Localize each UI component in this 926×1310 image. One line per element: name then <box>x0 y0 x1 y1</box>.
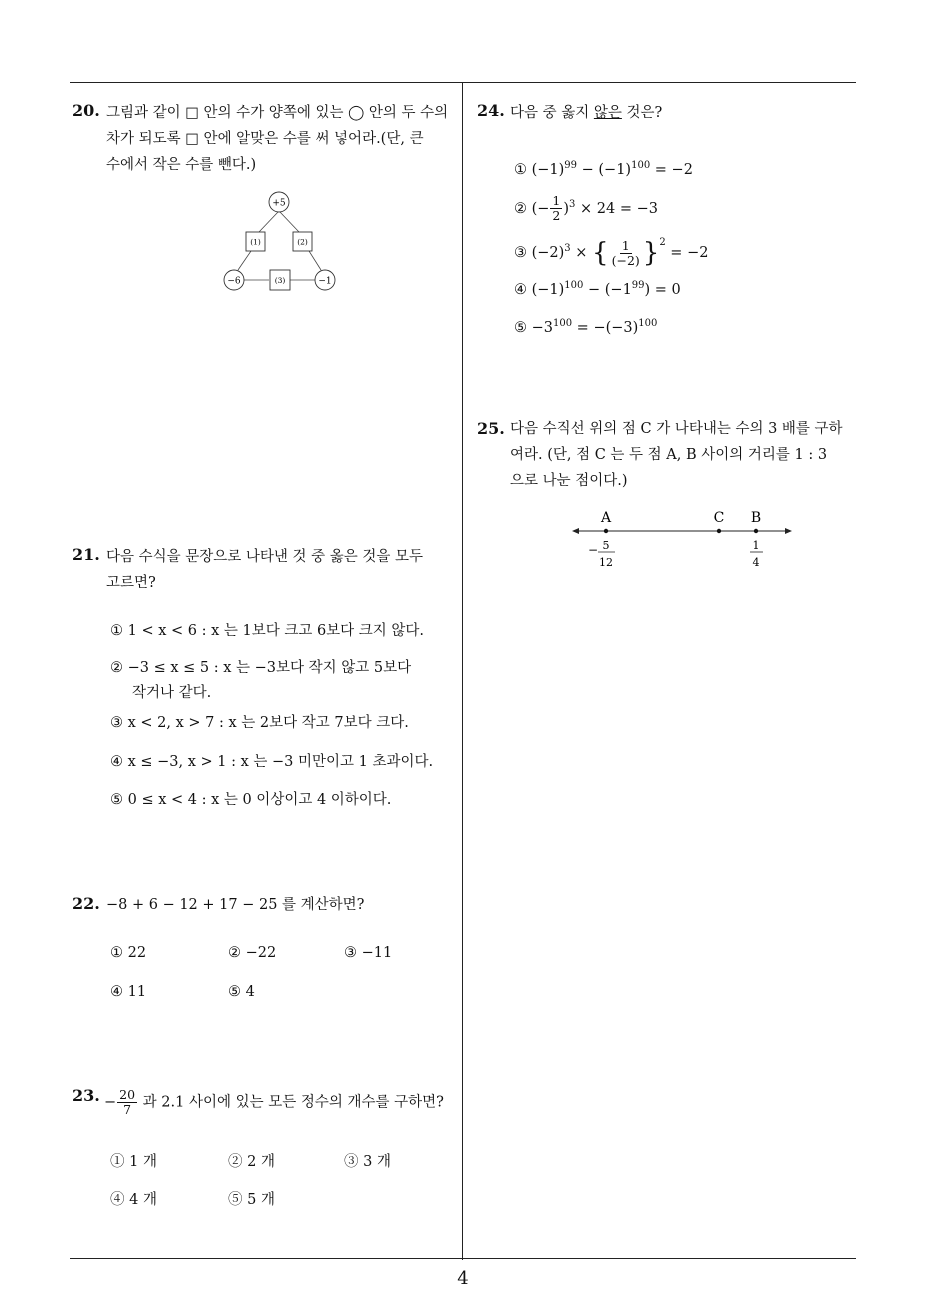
question-text-rest: 과 2.1 사이에 있는 모든 정수의 개수를 구하면? <box>142 1094 444 1111</box>
option-5[interactable]: ⑤ 5 개 <box>228 1192 275 1208</box>
opt-part: ④ (−1) <box>514 281 565 298</box>
question-text-line: 다음 수식을 문장으로 나타낸 것 중 옳은 것을 모두 <box>106 549 424 565</box>
a-numerator: 5 <box>602 539 610 552</box>
exponent: 100 <box>631 160 651 171</box>
number-line <box>566 504 798 576</box>
question-number: 21. <box>72 545 100 564</box>
bottom-rule <box>70 1258 856 1259</box>
opt-part: ③ (−2) <box>514 245 565 261</box>
right-circle-label: −1 <box>318 276 332 287</box>
column-divider <box>462 82 463 1260</box>
question-text-line: 고르면? <box>106 575 156 591</box>
question-text-line: 수에서 작은 수를 뺀다.) <box>106 157 257 173</box>
opt-part: = −2 <box>665 245 709 261</box>
option-3[interactable]: ③ x < 2, x > 7 : x 는 2보다 작고 7보다 크다. <box>110 715 409 731</box>
opt-part: ) = 0 <box>644 281 681 298</box>
option-3[interactable]: ③ 3 개 <box>344 1154 391 1170</box>
exponent: 2 <box>659 237 666 248</box>
fraction-denominator: (−2) <box>611 252 640 268</box>
fraction-denominator: 7 <box>123 1102 132 1117</box>
b-denominator: 4 <box>752 556 760 569</box>
underlined-word: 않은 <box>593 105 622 121</box>
question-text-line: 차가 되도록 □ 안에 알맞은 수를 써 넣어라.(단, 큰 <box>106 131 424 147</box>
a-denominator: 12 <box>599 556 613 569</box>
option-2-continued: 작거나 같다. <box>132 685 212 701</box>
question-number: 25. <box>477 419 505 438</box>
fraction-numerator: 1 <box>621 237 630 253</box>
option-5[interactable] <box>514 313 657 339</box>
exponent: 100 <box>638 318 658 329</box>
top-rule <box>70 82 856 83</box>
label-a: A <box>600 510 612 526</box>
minus-sign: − <box>104 1094 117 1111</box>
left-circle-label: −6 <box>227 276 241 287</box>
fraction-numerator: 20 <box>119 1087 136 1102</box>
opt-part: ⑤ −3 <box>514 319 553 336</box>
option-1[interactable]: ① 1 < x < 6 : x 는 1보다 크고 6보다 크지 않다. <box>110 623 425 639</box>
question-number: 22. <box>72 894 100 913</box>
opt-part: × <box>570 245 593 261</box>
question-text-line: 그림과 같이 □ 안의 수가 양쪽에 있는 ◯ 안의 두 수의 <box>106 105 449 121</box>
fraction <box>550 194 562 223</box>
page-number: 4 <box>457 1268 469 1289</box>
point-c <box>717 529 721 533</box>
option-3[interactable]: ③ −11 <box>344 945 393 961</box>
a-minus-sign: − <box>587 543 599 557</box>
opt-part: ) <box>563 200 570 217</box>
question-text-post: 것은? <box>621 105 663 121</box>
opt-part: − (−1) <box>577 161 632 178</box>
left-brace: { <box>592 238 609 268</box>
option-4[interactable] <box>514 275 681 301</box>
option-5[interactable]: ⑤ 0 ≤ x < 4 : x 는 0 이상이고 4 이하이다. <box>110 792 392 808</box>
box-1-label: (1) <box>250 237 261 247</box>
option-2[interactable]: ② −22 <box>228 945 277 961</box>
exponent: 99 <box>631 280 645 291</box>
question-text-line: 여라. (단, 점 C 는 두 점 A, B 사이의 거리를 1 : 3 <box>510 447 828 463</box>
fraction <box>117 1088 137 1117</box>
opt-part: = −2 <box>650 161 693 178</box>
option-1[interactable] <box>514 155 693 181</box>
label-c: C <box>713 510 725 526</box>
option-3[interactable] <box>514 226 708 270</box>
opt-part: ② (− <box>514 200 550 217</box>
question-text-line: 으로 나눈 점이다.) <box>510 473 628 489</box>
fraction-numerator: 1 <box>552 193 561 209</box>
option-4[interactable]: ④ 11 <box>110 984 147 1000</box>
option-2[interactable] <box>514 190 658 224</box>
triangle-diagram <box>218 186 342 294</box>
question-text <box>104 1088 444 1117</box>
label-b: B <box>750 510 762 526</box>
question-text <box>510 100 662 126</box>
exponent: 100 <box>564 280 584 291</box>
point-b <box>754 529 758 533</box>
question-number: 24. <box>477 101 505 120</box>
opt-part: − (−1 <box>583 281 632 298</box>
fraction <box>610 239 642 268</box>
option-2[interactable]: ② 2 개 <box>228 1154 275 1170</box>
b-numerator: 1 <box>752 539 760 552</box>
exponent: 100 <box>552 318 573 329</box>
opt-part: ① (−1) <box>514 161 565 178</box>
opt-part: × 24 = −3 <box>575 200 658 217</box>
option-4[interactable]: ④ 4 개 <box>110 1192 157 1208</box>
top-circle-label: +5 <box>272 198 286 209</box>
question-number: 20. <box>72 101 100 120</box>
question-text-line: 다음 수직선 위의 점 C 가 나타내는 수의 3 배를 구하 <box>510 421 843 437</box>
right-brace: } <box>642 238 660 268</box>
exponent: 99 <box>564 160 578 171</box>
exponent: 3 <box>569 199 576 210</box>
fraction-denominator: 2 <box>552 208 561 224</box>
exponent: 3 <box>564 243 571 255</box>
question-text: −8 + 6 − 12 + 17 − 25 를 계산하면? <box>106 897 365 913</box>
box-3-label: (3) <box>274 276 286 285</box>
option-2[interactable]: ② −3 ≤ x ≤ 5 : x 는 −3보다 작지 않고 5보다 <box>110 660 412 676</box>
option-4[interactable]: ④ x ≤ −3, x > 1 : x 는 −3 미만이고 1 초과이다. <box>110 754 434 770</box>
option-1[interactable]: ① 1 개 <box>110 1154 157 1170</box>
question-text-pre: 다음 중 옳지 <box>510 105 594 121</box>
box-2-label: (2) <box>297 237 308 247</box>
option-1[interactable]: ① 22 <box>110 945 147 961</box>
option-5[interactable]: ⑤ 4 <box>228 984 255 1000</box>
opt-part: = −(−3) <box>572 319 639 336</box>
question-number: 23. <box>72 1086 100 1105</box>
point-a <box>604 529 608 533</box>
